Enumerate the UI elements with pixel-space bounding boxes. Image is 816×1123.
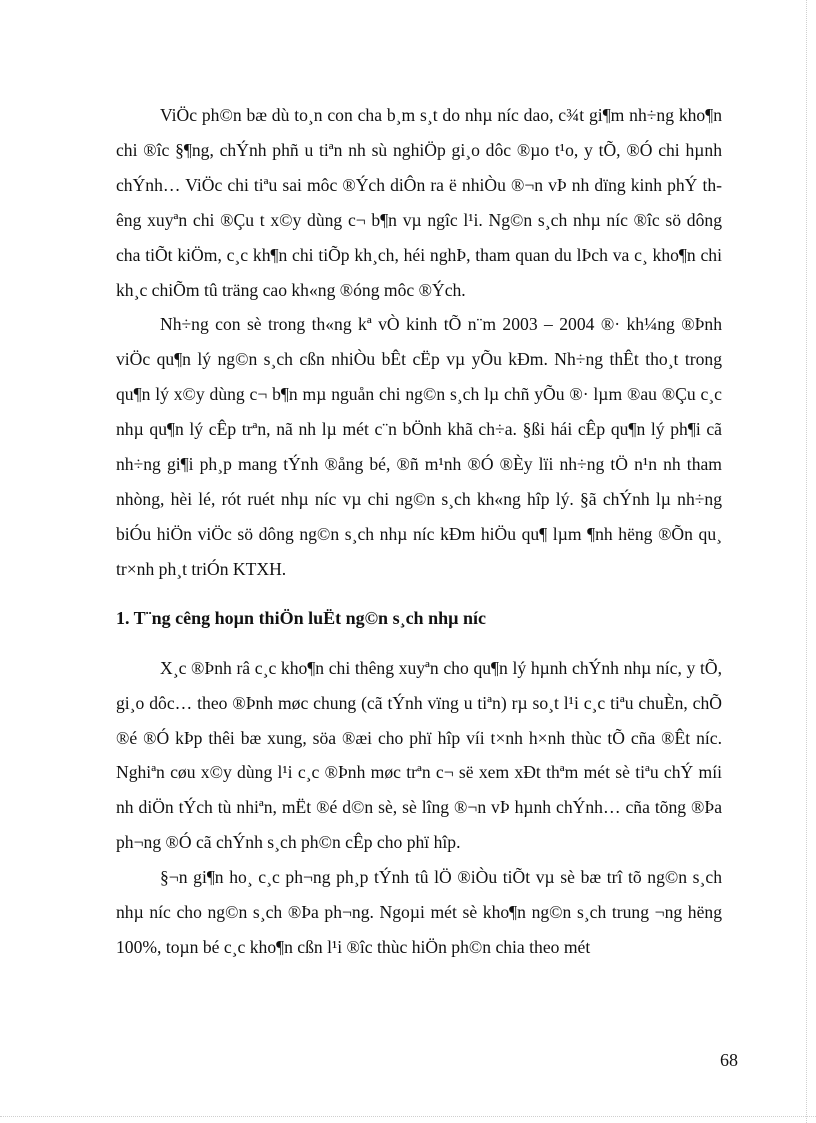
paragraph-budget-allocation: ViÖc ph©n bæ dù to¸n con cha b¸m s¸t do nhµ níc dao, c¾t gi¶m nh÷ng kho¶n chi ®îc §¶ng, chÝnh phñ u tiªn nh sù nghiÖp gi¸o dôc ®µo t¹o, y tÕ, ®Ó chi hµnh chÝnh… ViÖc chi tiªu sai môc ®Ých diÔn ra ë nhiÒu ®¬n vÞ nh dïng kinh phÝ thêng xuyªn chi ®Çu t x©y dùng c¬ b¶n vµ ngîc l¹i. Ng©n s¸ch nhµ níc ®îc sö dông cha tiÕt kiÖm, c¸c kh¶n chi tiÕp kh¸ch, héi nghÞ, tham quan du lÞch va c¸ kho¶n chi kh¸c chiÕm tû träng cao kh«ng ®óng môc ®Ých.	[116, 105, 722, 300]
page-right-divider	[806, 0, 807, 1123]
page-bottom-divider	[0, 1116, 816, 1117]
paragraph-simplify-methods: §¬n gi¶n ho¸ c¸c ph¬ng ph¸p tÝnh tû lÖ ®iÒu tiÕt vµ sè bæ trî tõ ng©n s¸ch nhµ níc cho ng©n s¸ch ®Þa ph¬ng. Ngoµi mét sè kho¶n ng©n s¸ch trung ¬ng hëng 100%, toµn bé c¸c kho¶n cßn l¹i ®îc thùc hiÖn ph©n chia theo mét	[116, 867, 722, 957]
page-number: 68	[720, 1050, 738, 1070]
paragraph-statistics-2003-2004: Nh÷ng con sè trong th«ng kª vÒ kinh tÕ n¨m 2003 – 2004 ®· kh¼ng ®Þnh viÖc qu¶n lý ng©n s¸ch cßn nhiÒu bÊt cËp vµ yÕu kÐm. Nh÷ng thÊt tho¸t trong qu¶n lý x©y dùng c¬ b¶n mµ nguån chi ng©n s¸ch lµ chñ yÕu ®· lµm ®au ®Çu c¸c nhµ qu¶n lý cÊp trªn, nã nh lµ mét c¨n bÖnh khã ch÷a. §ßi hái cÊp qu¶n lý ph¶i cã nh÷ng gi¶i ph¸p mang tÝnh ®ång bé, ®ñ m¹nh ®Ó ®Èy lïi nh÷ng tÖ n¹n nh tham nhòng, hèi lé, rót ruét nhµ níc vµ chi ng©n s¸ch kh«ng hîp lý. §ã chÝnh lµ nh÷ng biÓu hiÖn viÖc sö dông ng©n s¸ch nhµ níc kÐm hiÖu qu¶ lµm ¶nh hëng ®Õn qu¸ tr×nh ph¸t triÓn KTXH.	[116, 314, 722, 579]
paragraph-expenditure-norms: X¸c ®Þnh râ c¸c kho¶n chi thêng xuyªn cho qu¶n lý hµnh chÝnh nhµ níc, y tÕ, gi¸o dôc… theo ®Þnh møc chung (cã tÝnh vïng u tiªn) rµ so¸t l¹i c¸c tiªu chuÈn, chÕ ®é ®Ó kÞp thêi bæ xung, söa ®æi cho phï hîp víi t×nh h×nh thùc tÕ cña ®Êt níc. Nghiªn cøu x©y dùng l¹i c¸c ®Þnh møc trªn c¬ së xem xÐt thªm mét sè tiªu chÝ míi nh diÖn tÝch tù nhiªn, mËt ®é d©n sè, sè lîng ®¬n vÞ hµnh chÝnh… cña tõng ®Þa ph¬ng ®Ó cã chÝnh s¸ch ph©n cÊp cho phï hîp.	[116, 657, 722, 853]
section-heading: 1. T¨ng cêng hoµn thiÖn luËt ng©n s¸ch nhµ níc	[116, 607, 486, 628]
document-body	[116, 98, 722, 965]
